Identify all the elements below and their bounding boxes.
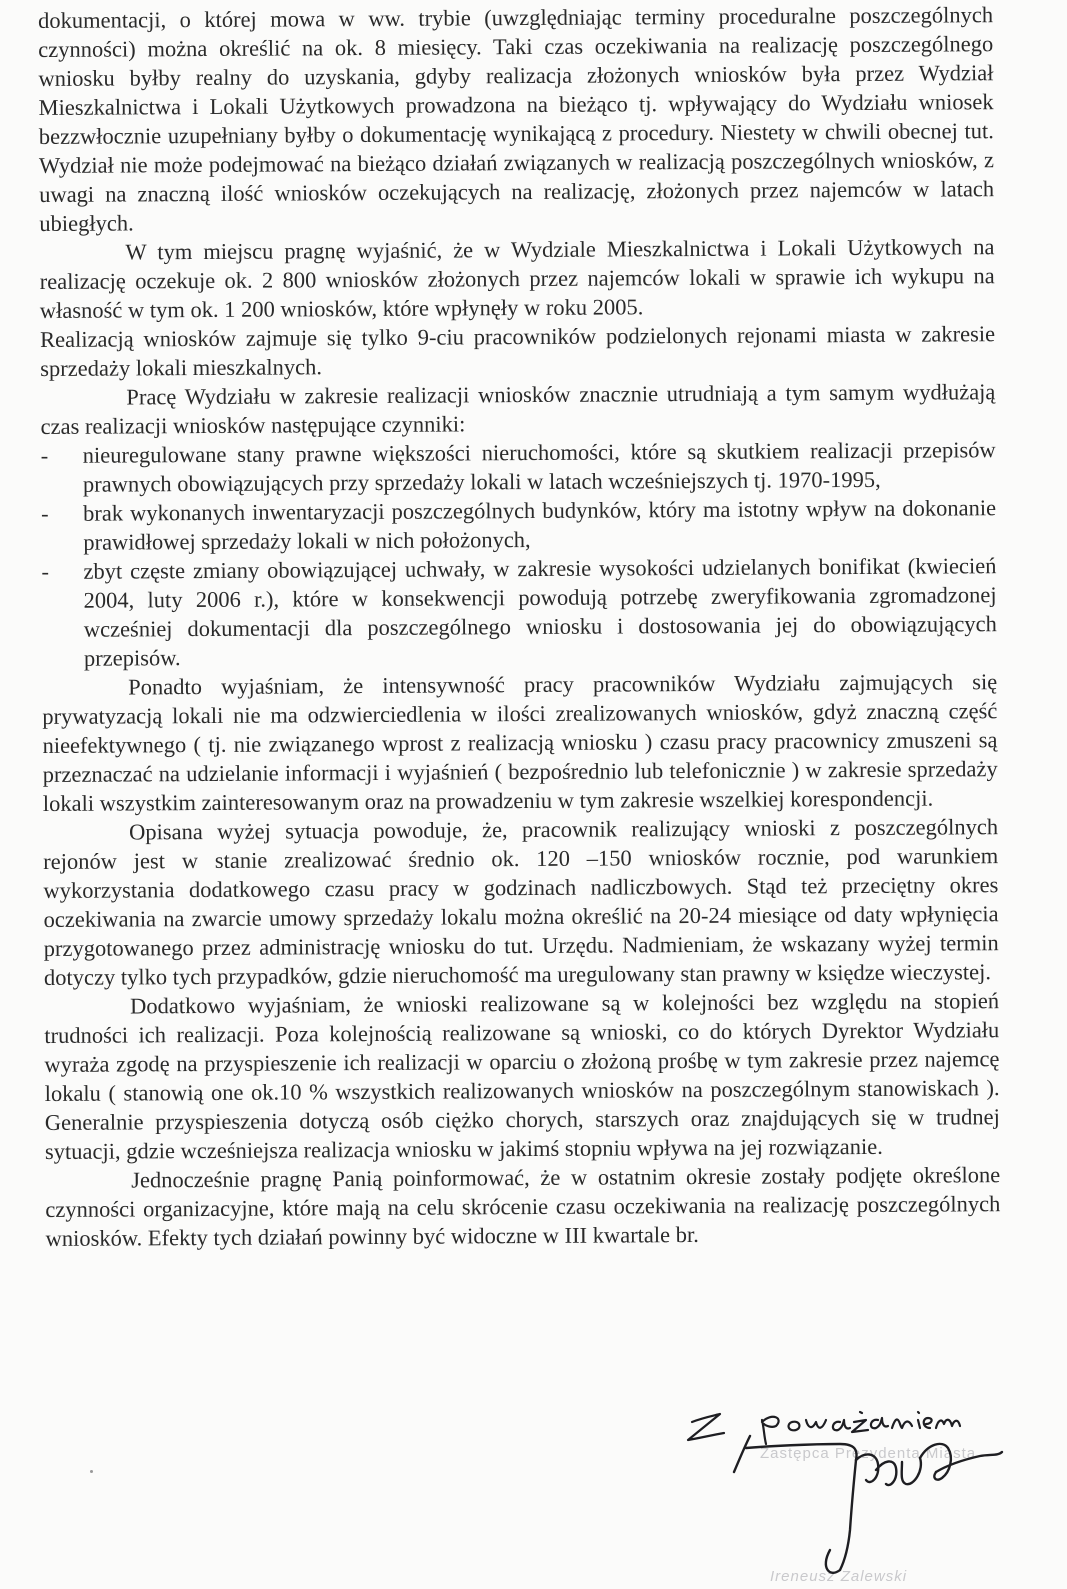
list-item (41, 551, 997, 673)
paragraph-5: Ponadto wyjaśniam, że intensywność pracy pracowników Wydziału zajmujących się prywatyzacją lokali nie ma odzwierciedlenia w ilości zrealizowanych wniosków, gdyż znaczną część nieefektywnego ( tj. nie związanego wprost z realizacją wniosku ) czasu pracy pracownicy zmuszeni są przeznaczać na udzielanie informacji i wyjaśnień ( bezpośrednio lub telefonicznie ) w zakresie sprzedaży lokali wszystkim zainteresowanym oraz na prowadzeniu w tym zakresie wszelkiej korespondencji. (42, 669, 998, 816)
scan-speck (90, 1470, 93, 1473)
paragraph-1: dokumentacji, o której mowa w ww. trybie (uwzględniając terminy proceduralne poszczególnych czynności) można określić na ok. 8 miesięcy. Taki czas oczekiwania na realizację poszczególnego wniosku byłby realny do uzyskania, gdyby realizacja złożonych wniosków była przez Wydział Mieszkalnictwa i Lokali Użytkowych prowadzona na bieżąco tj. wpływający do Wydziału wniosek bezzwłocznie uzupełniany byłby o dokumentację wynikającą z procedury. Niestety w chwili obecnej tut. Wydział nie może podejmować na bieżąco działań związanych w realizacją poszczególnych wniosków, z uwagi na znaczną ilość wniosków oczekujących na realizację, złożonych przez najemców w latach ubiegłych. (38, 2, 995, 236)
dash-marker: - (41, 558, 50, 584)
factors-list (41, 435, 997, 673)
list-item-text: nieuregulowane stany prawne większości nieruchomości, które są skutkiem realizacji przepisów prawnych obowiązujących przy sprzedaży lokali w latach wcześniejszych tj. 1970-1995, (82, 437, 996, 497)
regards-handwriting (688, 1412, 960, 1444)
letter-body (38, 0, 1001, 1253)
paragraph-4: Pracę Wydziału w zakresie realizacji wniosków znacznie utrudniają a tym samym wydłużają czas realizacji wniosków następujące czynniki: (40, 379, 996, 439)
list-item-text: zbyt częste zmiany obowiązującej uchwały, w zakresie wysokości udzielanych bonifikat (kwiecień 2004, luty 2006 r.), które w konsekwencji powodują potrzebę zweryfikowania zgromadzonej wcześniej dokumentacji dla poszczególnego wniosku i dostosowania jej do obowiązujących przepisów. (83, 553, 997, 671)
stamp-name: Ireneusz Zalewski (770, 1568, 908, 1585)
handwritten-signature-graphic (680, 1400, 1060, 1589)
paragraph-8: Jednocześnie pragnę Panią poinformować, że w ostatnim okresie zostały podjęte określone czynności organizacyjne, które mają na celu skrócenie czasu oczekiwania na realizację poszczególnych wniosków. Efekty tych działań powinny być widoczne w III kwartale br. (45, 1162, 1001, 1251)
signature-scrawl (734, 1436, 1002, 1573)
signature-block (680, 1400, 1060, 1589)
dash-marker: - (40, 442, 49, 468)
list-item (41, 435, 996, 499)
paragraph-3: Realizacją wniosków zajmuje się tylko 9-ciu pracowników podzielonych rejonami miasta w zakresie sprzedaży lokali mieszkalnych. (39, 321, 996, 381)
list-item (41, 493, 996, 557)
paragraph-7: Dodatkowo wyjaśniam, że wnioski realizowane są w kolejności bez względu na stopień trudności ich realizacji. Poza kolejnością realizowane są wnioski, co do których Dyrektor Wydziału wyraża zgodę na przyspieszenie ich realizacji w oparciu o złożoną prośbę w tym zakresie przez najemcę lokalu ( stanowią one ok.10 % wszystkich realizowanych wniosków na poszczególnym stanowiskach ). Generalnie przyspieszenia dotyczą osób ciężko chorych, starszych oraz znajdujących się w trudnej sytuacji, gdzie wcześniejsza realizacja wniosku w jakimś stopniu wpływa na jej rozwiązanie. (44, 988, 1000, 1164)
paragraph-6: Opisana wyżej sytuacja powoduje, że, pracownik realizujący wnioski z poszczególnych rejonów jest w stanie zrealizować średnio ok. 120 –150 wniosków rocznie, pod warunkiem wykorzystania dodatkowego czasu pracy w godzinach nadliczbowych. Stąd też przeciętny okres oczekiwania na zwarcie umowy sprzedaży lokalu można określić na 20-24 miesiące od daty wpłynięcia przygotowanego przez administrację wniosku do tut. Urzędu. Nadmieniam, że wskazany wyżej termin dotyczy tylko tych przypadków, gdzie nieruchomość ma uregulowany stan prawny w księdze wieczystej. (43, 814, 999, 990)
stamp-title: Zastępca Prezydenta Miasta (760, 1445, 977, 1462)
dash-marker: - (41, 500, 49, 526)
list-item-text: brak wykonanych inwentaryzacji poszczególnych budynków, który ma istotny wpływ na dokonanie prawidłowej sprzedaży lokali w nich położonych, (83, 495, 997, 555)
paragraph-2: W tym miejscu pragnę wyjaśnić, że w Wydziale Mieszkalnictwa i Lokali Użytkowych na realizację oczekuje ok. 2 800 wniosków złożonych przez najemców lokali w sprawie ich wykupu na własność w tym ok. 1 200 wniosków, które wpłynęły w roku 2005. (39, 234, 995, 323)
